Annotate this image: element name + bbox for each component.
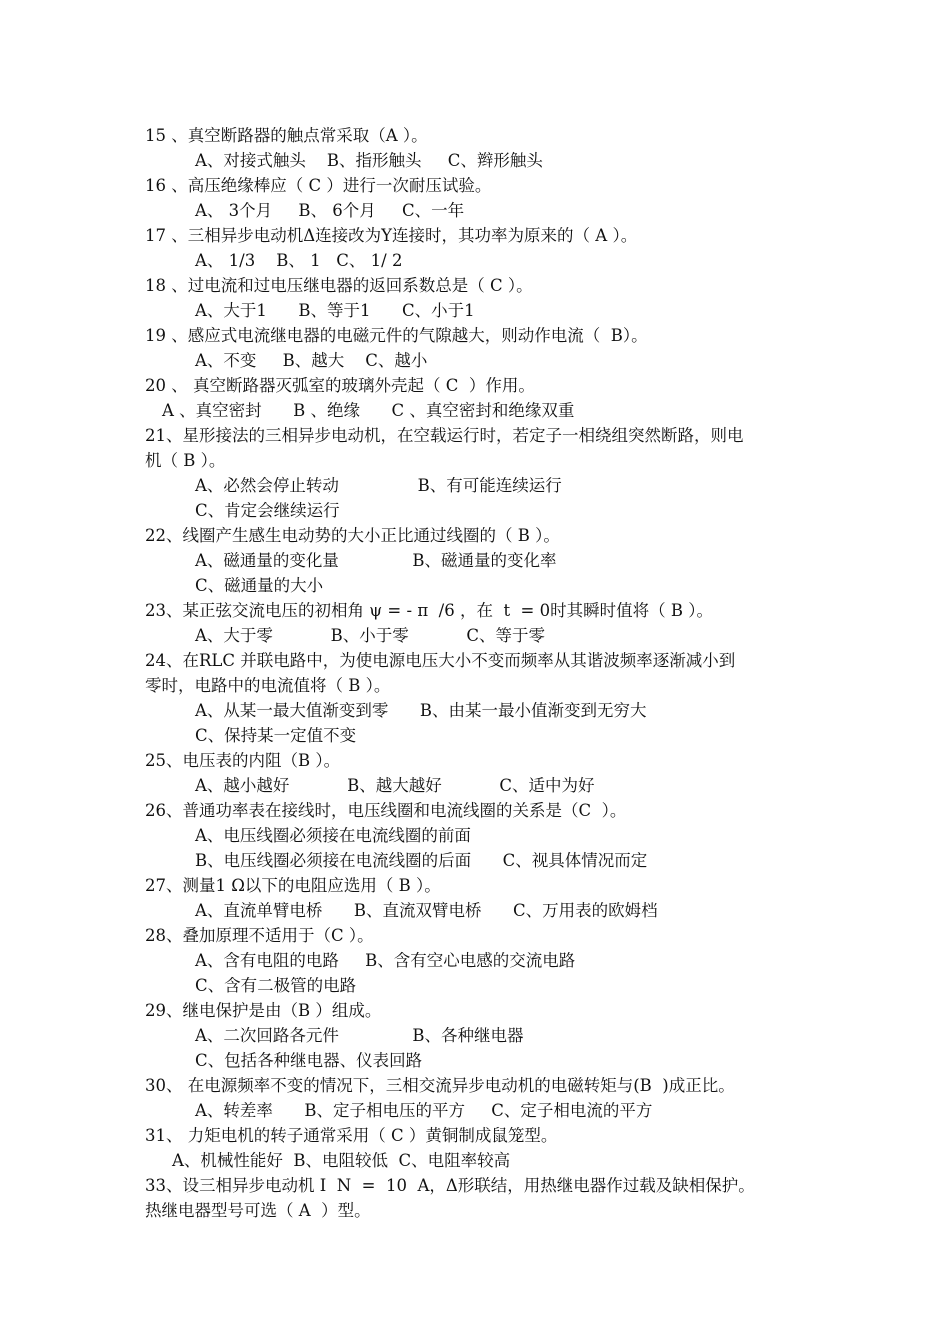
options-29-c: C、包括各种继电器、仪表回路 bbox=[195, 1051, 423, 1070]
question-24: 24、在RLC 并联电路中，为使电源电压大小不变而频率从其谐波频率逐渐减小到 bbox=[145, 651, 736, 670]
question-22: 22、线圈产生感生电动势的大小正比通过线圈的（ B ）。 bbox=[145, 526, 560, 545]
question-25: 25、电压表的内阻（B ）。 bbox=[145, 751, 341, 770]
options-28-ab: A、含有电阻的电路 B、含有空心电感的交流电路 bbox=[195, 951, 576, 970]
question-31: 31、 力矩电机的转子通常采用（ C ）黄铜制成鼠笼型。 bbox=[145, 1126, 558, 1145]
options-20: A 、真空密封 B 、绝缘 C 、真空密封和绝缘双重 bbox=[162, 401, 575, 420]
options-26-bc: B、电压线圈必须接在电流线圈的后面 C、视具体情况而定 bbox=[195, 851, 648, 870]
options-22-ab: A、磁通量的变化量 B、磁通量的变化率 bbox=[195, 551, 557, 570]
question-21: 21、星形接法的三相异步电动机，在空载运行时，若定子一相绕组突然断路，则电 bbox=[145, 426, 744, 445]
options-26-a: A、电压线圈必须接在电流线圈的前面 bbox=[195, 826, 471, 845]
options-16: A、 3个月 B、 6个月 C、一年 bbox=[195, 201, 465, 220]
options-22-c: C、磁通量的大小 bbox=[195, 576, 324, 595]
options-23: A、大于零 B、小于零 C、等于零 bbox=[195, 626, 546, 645]
question-21-cont: 机（ B ）。 bbox=[145, 451, 226, 470]
question-15: 15 、真空断路器的触点常采取（A ）。 bbox=[145, 126, 428, 145]
question-16: 16 、高压绝缘棒应（ C ）进行一次耐压试验。 bbox=[145, 176, 492, 195]
question-20: 20 、 真空断路器灭弧室的玻璃外壳起（ C ）作用。 bbox=[145, 376, 535, 395]
question-27: 27、测量1 Ω以下的电阻应选用（ B ）。 bbox=[145, 876, 441, 895]
options-21-c: C、肯定会继续运行 bbox=[195, 501, 340, 520]
options-19: A、不变 B、越大 C、越小 bbox=[195, 351, 428, 370]
options-24-ab: A、从某一最大值渐变到零 B、由某一最小值渐变到无穷大 bbox=[195, 701, 647, 720]
options-31: A、机械性能好 B、电阻较低 C、电阻率较高 bbox=[172, 1151, 511, 1170]
options-27: A、直流单臂电桥 B、直流双臂电桥 C、万用表的欧姆档 bbox=[195, 901, 658, 920]
options-29-ab: A、二次回路各元件 B、各种继电器 bbox=[195, 1026, 524, 1045]
question-18: 18 、过电流和过电压继电器的返回系数总是（ C ）。 bbox=[145, 276, 533, 295]
options-25: A、越小越好 B、越大越好 C、适中为好 bbox=[195, 776, 595, 795]
options-17: A、 1/3 B、 1 C、 1/ 2 bbox=[195, 251, 403, 270]
options-15: A、对接式触头 B、指形触头 C、辫形触头 bbox=[195, 151, 543, 170]
options-28-c: C、含有二极管的电路 bbox=[195, 976, 357, 995]
question-19: 19 、感应式电流继电器的电磁元件的气隙越大，则动作电流（ B）。 bbox=[145, 326, 648, 345]
question-23: 23、某正弦交流电压的初相角 ψ = - π /6 ，在 t = 0时其瞬时值将（ B ）。 bbox=[145, 601, 713, 620]
question-33-cont: 热继电器型号可选（ A ）型。 bbox=[145, 1201, 371, 1220]
options-30: A、转差率 B、定子相电压的平方 C、定子相电流的平方 bbox=[195, 1101, 653, 1120]
question-17: 17 、三相异步电动机Δ连接改为Y连接时，其功率为原来的（ A ）。 bbox=[145, 226, 638, 245]
question-33: 33、设三相异步电动机 I N = 10 A，Δ形联结，用热继电器作过载及缺相保护。 bbox=[145, 1176, 755, 1195]
question-26: 26、普通功率表在接线时，电压线圈和电流线圈的关系是（C ）。 bbox=[145, 801, 627, 820]
question-24-cont: 零时，电路中的电流值将（ B ）。 bbox=[145, 676, 391, 695]
options-24-c: C、保持某一定值不变 bbox=[195, 726, 357, 745]
question-30: 30、 在电源频率不变的情况下，三相交流异步电动机的电磁转矩与(B )成正比。 bbox=[145, 1076, 735, 1095]
question-28: 28、叠加原理不适用于（C ）。 bbox=[145, 926, 374, 945]
options-18: A、大于1 B、等于1 C、小于1 bbox=[195, 301, 475, 320]
options-21-ab: A、必然会停止转动 B、有可能连续运行 bbox=[195, 476, 562, 495]
question-29: 29、继电保护是由（B ）组成。 bbox=[145, 1001, 382, 1020]
